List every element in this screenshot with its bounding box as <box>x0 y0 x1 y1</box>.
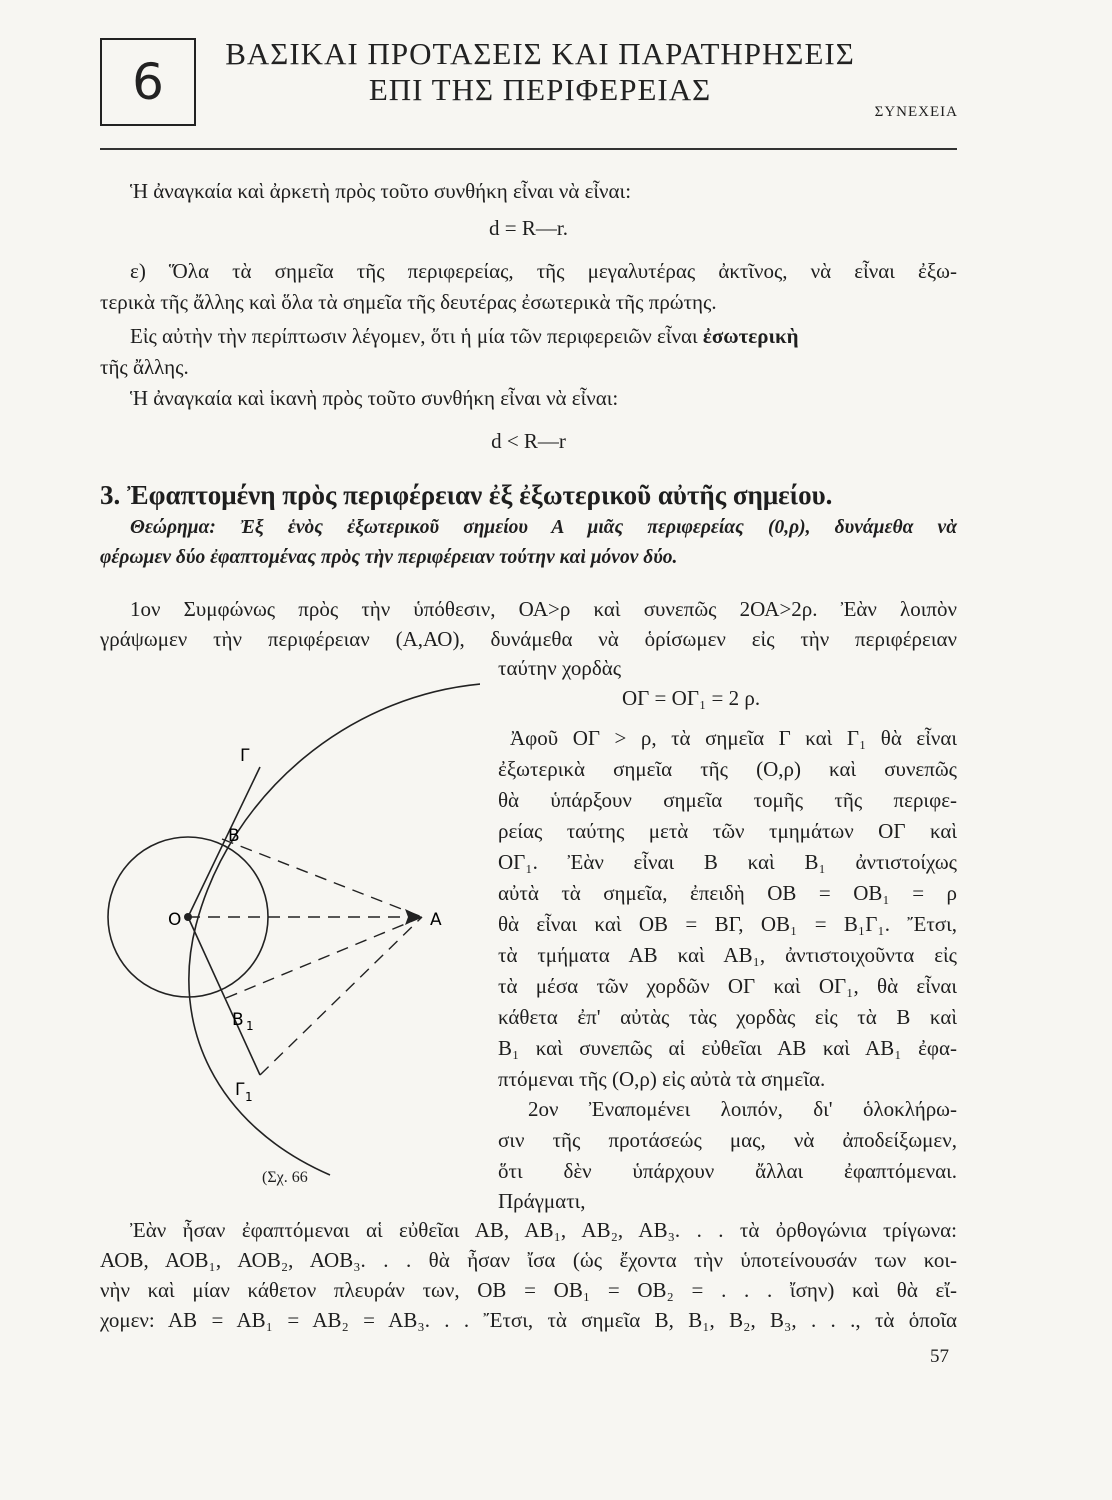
header-rule <box>100 148 957 150</box>
theorem-line: Θεώρημα: Ἐξ ἑνὸς ἐξωτερικοῦ σημείου Α μιᾶς περιφερείας (0,ρ), δυνάμεθα νὰ <box>130 517 957 538</box>
text-line: χομεν: ΑΒ = ΑΒ₁ = ΑΒ₂ = ΑΒ₃. . . Ἔτσι, τὰ σημεῖα Β, Β₁, Β₂, Β₃, . . ., τὰ ὁποῖα <box>100 1308 957 1332</box>
text-line: αὐτὰ τὰ σημεῖα, ἐπειδὴ ΟΒ = ΟΒ₁ = ρ <box>498 881 957 905</box>
text-line: γράψωμεν τὴν περιφέρειαν (Α,ΑΟ), δυνάμεθα νὰ ὁρίσωμεν εἰς τὴν περιφέρειαν <box>100 627 957 651</box>
label-gamma1: Γ <box>235 1080 245 1100</box>
chapter-number: 6 <box>132 53 164 111</box>
text-line: νὴν καὶ μίαν κάθετον πλευράν των, ΟΒ = ΟΒ₁ = ΟΒ₂ = . . . ἴσην) καὶ θὰ εἴ- <box>100 1278 957 1302</box>
text-line: 1ον Συμφώνως πρὸς τὴν ὑπόθεσιν, ΟΑ>ρ καὶ συνεπῶς 2ΟΑ>2ρ. Ἐὰν λοιπὸν <box>130 597 957 621</box>
theorem-line: φέρωμεν δύο ἐφαπτομένας πρὸς τὴν περιφέρειαν τούτην καὶ μόνον δύο. <box>100 547 678 568</box>
label-b: B <box>228 826 240 846</box>
text-line: Ἡ ἀναγκαία καὶ ἱκανὴ πρὸς τοῦτο συνθήκη εἶναι νὰ εἶναι: <box>130 386 619 410</box>
text-line: θὰ εἶναι καὶ ΟΒ = ΒΓ, ΟΒ₁ = Β₁Γ₁. Ἔτσι, <box>498 912 957 936</box>
text-line: τὰ τμήματα ΑΒ καὶ ΑΒ₁, ἀντιστοιχοῦντα εἰς <box>498 943 957 967</box>
text-line: Ἡ ἀναγκαία καὶ ἀρκετὴ πρὸς τοῦτο συνθήκη εἶναι νὰ εἶναι: <box>130 179 632 203</box>
figure-caption: (Σχ. 66 <box>262 1169 308 1186</box>
text-line <box>130 321 799 351</box>
label-b1: B <box>232 1010 244 1030</box>
label-gamma: Γ <box>240 746 250 766</box>
text-line: τῆς ἄλλης. <box>100 355 189 379</box>
arrowhead-a <box>405 909 422 925</box>
text-line: Ἀφοῦ ΟΓ > ρ, τὰ σημεῖα Γ καὶ Γ₁ θὰ εἶναι <box>510 726 957 750</box>
text-span: Εἰς αὐτὴν τὴν περίπτωσιν λέγομεν, ὅτι ἡ μία τῶν περιφερειῶν εἶναι <box>130 324 703 348</box>
text-line: Ἐὰν ἦσαν ἐφαπτόμεναι αἱ εὐθεῖαι ΑΒ, ΑΒ₁, ΑΒ₂, ΑΒ₃. . . τὰ ὀρθογώνια τρίγωνα: <box>130 1218 957 1242</box>
chapter-subtitle: ΣΥΝΕΧΕΙΑ <box>874 104 958 120</box>
text-line: ΑΟΒ, ΑΟΒ₁, ΑΟΒ₂, ΑΟΒ₃. . . θὰ ἦσαν ἴσα (ὡς ἔχοντα τὴν ὑποτείνουσάν των κοι- <box>100 1248 957 1272</box>
chapter-title-line1: ΒΑΣΙΚΑΙ ΠΡΟΤΑΣΕΙΣ ΚΑΙ ΠΑΡΑΤΗΡΗΣΕΙΣ <box>225 36 855 71</box>
equation-d-less: d < R—r <box>491 429 566 453</box>
text-line: Πράγματι, <box>498 1189 586 1213</box>
text-line: θὰ ὑπάρξουν σημεῖα τομῆς τῆς περιφε- <box>498 788 957 812</box>
text-line: ε) Ὅλα τὰ σημεῖα τῆς περιφερείας, τῆς μεγαλυτέρας ἀκτῖνος, νὰ εἶναι ἐξω- <box>130 259 957 283</box>
chord-o-gamma <box>188 767 260 917</box>
chapter-title <box>210 36 870 108</box>
text-line: ταύτην χορδὰς <box>498 656 622 680</box>
text-line: τερικὰ τῆς ἄλλης καὶ ὅλα τὰ σημεῖα τῆς δευτέρας ἐσωτερικὰ τῆς πρώτης. <box>100 290 717 314</box>
text-line: πτόμεναι τῆς (Ο,ρ) εἰς αὐτὰ τὰ σημεῖα. <box>498 1067 826 1091</box>
label-b1-subscript: 1 <box>246 1019 254 1033</box>
point-o <box>184 913 192 921</box>
text-line: 2ον Ἐναπομένει λοιπόν, δι' ὁλοκλήρω- <box>528 1097 957 1121</box>
label-a: A <box>430 910 442 930</box>
chapter-number-box <box>100 38 196 126</box>
tangent-ab1 <box>226 917 422 998</box>
chapter-title-line2: ΕΠΙ ΤΗΣ ΠΕΡΙΦΕΡΕΙΑΣ <box>368 72 712 107</box>
equation-chords: ΟΓ = ΟΓ₁ = 2 ρ. <box>622 686 761 710</box>
text-line: ἐξωτερικὰ σημεῖα τῆς (Ο,ρ) καὶ συνεπῶς <box>498 757 957 781</box>
equation-d-equals: d = R—r. <box>489 216 568 240</box>
page-number: 57 <box>930 1346 949 1367</box>
dashed-a-gamma1 <box>260 917 422 1075</box>
text-line: Β₁ καὶ συνεπῶς αἱ εὐθεῖαι ΑΒ καὶ ΑΒ₁ ἐφα- <box>498 1036 957 1060</box>
tangent-ab <box>222 839 422 917</box>
label-o: O <box>168 910 182 930</box>
text-line: ΟΓ₁. Ἐὰν εἶναι Β καὶ Β₁ ἀντιστοίχως <box>498 850 957 874</box>
text-line: ρείας ταύτης μετὰ τῶν τμημάτων ΟΓ καὶ <box>498 819 957 843</box>
text-line: τὰ μέσα τῶν χορδῶν ΟΓ καὶ ΟΓ₁, θὰ εἶναι <box>498 974 957 998</box>
term-internal: ἐσωτερικὴ <box>702 324 799 348</box>
label-gamma1-subscript: 1 <box>245 1090 253 1104</box>
text-line: σιν τῆς προτάσεώς μας, νὰ ἀποδείξωμεν, <box>498 1128 957 1152</box>
section-title: 3. Ἐφαπτομένη πρὸς περιφέρειαν ἐξ ἐξωτερικοῦ αὐτῆς σημείου. <box>100 480 833 510</box>
text-line: ὅτι δὲν ὑπάρχουν ἄλλαι ἐφαπτόμεναι. <box>498 1159 957 1183</box>
figure-66 <box>100 675 480 1195</box>
text-line: κάθετα ἐπ' αὐτὰς τὰς χορδὰς εἰς τὰ Β καὶ <box>498 1005 957 1029</box>
